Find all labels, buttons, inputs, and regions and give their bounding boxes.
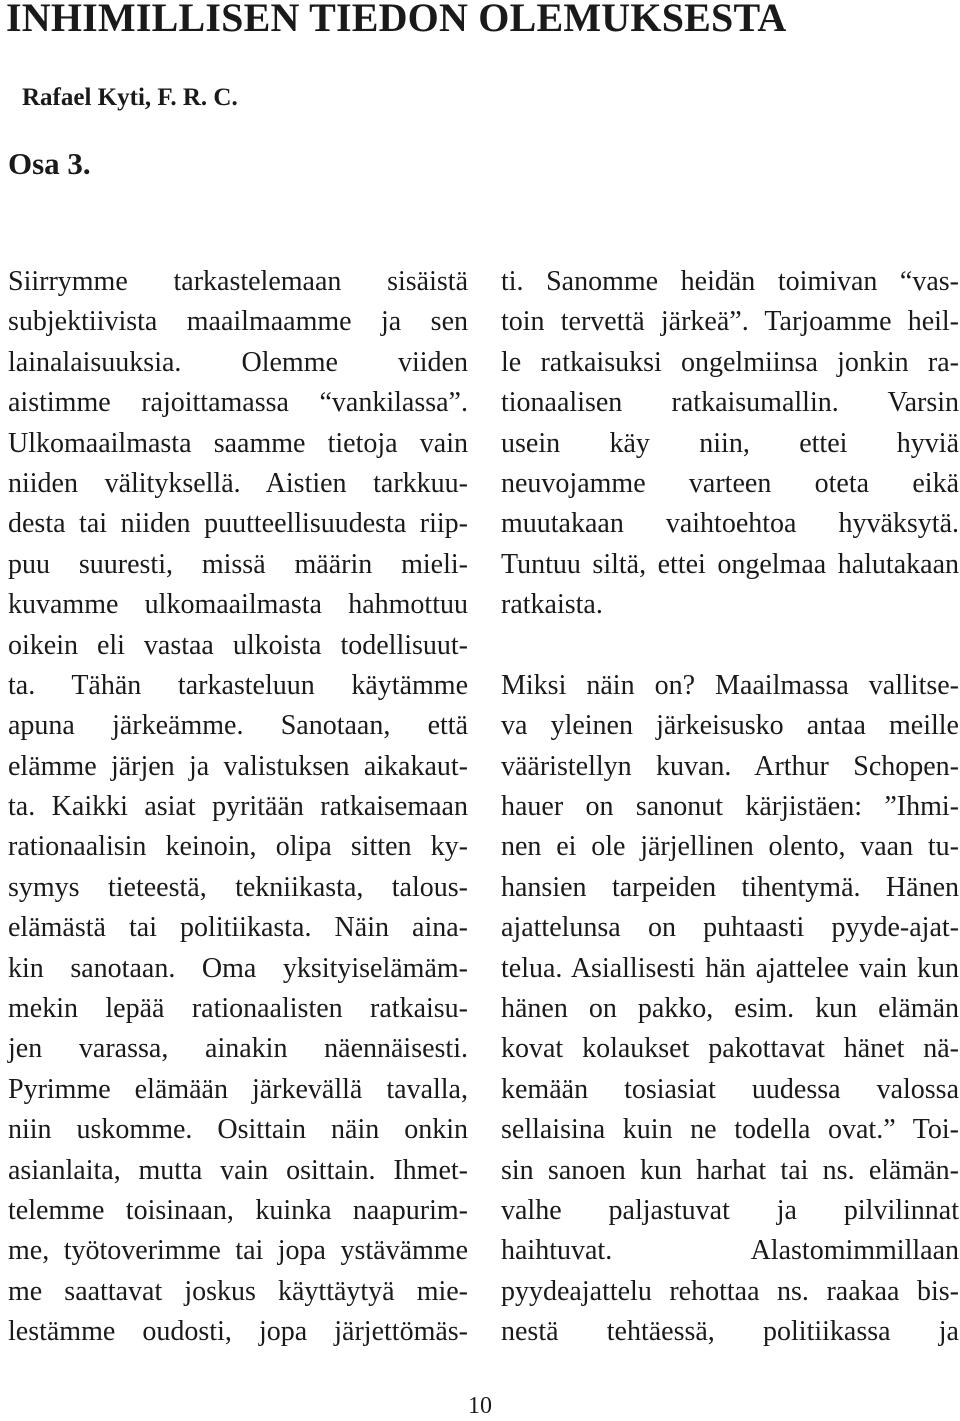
text-line-right: sin sanoen kun harhat tai ns. elämän-	[501, 1154, 959, 1186]
text-line-left: lestämme oudosti, jopa järjettömäs-	[8, 1316, 468, 1348]
text-line-left: mekin lepää rationaalisten ratkaisu-	[8, 993, 468, 1025]
article-title: INHIMILLISEN TIEDON OLEMUKSESTA	[6, 0, 787, 40]
text-line-right: vääristellyn kuvan. Arthur Schopen-	[501, 750, 959, 782]
text-line-right: va yleinen järkeisusko antaa meille	[501, 710, 959, 742]
text-line-left: me saattavat joskus käyttäytyä mie-	[8, 1275, 468, 1307]
text-line-left: Pyrimme elämään järkevällä tavalla,	[8, 1073, 468, 1105]
text-line-left: ta. Kaikki asiat pyritään ratkaisemaan	[8, 791, 468, 823]
text-line-left: symys tieteestä, tekniikasta, talous-	[8, 871, 468, 903]
text-column-right	[501, 262, 959, 1353]
text-column-left	[8, 262, 468, 1353]
text-line-right	[501, 626, 959, 666]
text-line-right: Miksi näin on? Maailmassa vallitse-	[501, 669, 959, 701]
text-line-right: pyydeajattelu rehottaa ns. raakaa bis-	[501, 1275, 959, 1307]
text-line-right: toin tervettä järkeä”. Tarjoamme heil-	[501, 306, 959, 338]
text-line-left: aistimme rajoittamassa “vankilassa”.	[8, 387, 468, 419]
text-line-right: valhe paljastuvat ja pilvilinnat	[501, 1194, 959, 1226]
text-line-right: hansien tarpeiden tihentymä. Hänen	[501, 871, 959, 903]
text-line-left: puu suuresti, missä määrin mieli-	[8, 548, 468, 580]
text-line-right: le ratkaisuksi ongelmiinsa jonkin ra-	[501, 346, 959, 378]
text-line-left: telemme toisinaan, kuinka naapurim-	[8, 1194, 468, 1226]
text-line-right: kovat kolaukset pakottavat hänet nä-	[501, 1033, 959, 1065]
text-line-right: ajattelunsa on puhtaasti pyyde-ajat-	[501, 912, 959, 944]
text-line-right: muutakaan vaihtoehtoa hyväksytä.	[501, 508, 959, 540]
text-line-right: neuvojamme varteen oteta eikä	[501, 467, 959, 499]
text-line-right: haihtuvat. Alastomimmillaan	[501, 1235, 959, 1267]
text-line-left: apuna järkeämme. Sanotaan, että	[8, 710, 468, 742]
text-line-right: hauer on sanonut kärjistäen: ”Ihmi-	[501, 791, 959, 823]
text-line-left: kuvamme ulkomaailmasta hahmottuu	[8, 589, 468, 621]
text-line-left: ta. Tähän tarkasteluun käytämme	[8, 669, 468, 701]
text-line-left: asianlaita, mutta vain osittain. Ihmet-	[8, 1154, 468, 1186]
text-line-right: hänen on pakko, esim. kun elämän	[501, 993, 959, 1025]
text-line-left: Ulkomaailmasta saamme tietoja vain	[8, 427, 468, 459]
part-label: Osa 3.	[8, 146, 91, 181]
text-line-right: kemään tosiasiat uudessa valossa	[501, 1073, 959, 1105]
text-line-left: oikein eli vastaa ulkoista todellisuut-	[8, 629, 468, 661]
text-line-right: telua. Asiallisesti hän ajattelee vain kun	[501, 952, 959, 984]
text-line-left: Siirrymme tarkastelemaan sisäistä	[8, 266, 468, 297]
text-line-left: niiden välityksellä. Aistien tarkkuu-	[8, 467, 468, 499]
text-line-right: ratkaista.	[501, 589, 603, 621]
text-line-right: nen ei ole järjellinen olento, vaan tu-	[501, 831, 959, 863]
text-line-left: kin sanotaan. Oma yksityiselämäm-	[8, 952, 468, 984]
text-line-left: rationaalisin keinoin, olipa sitten ky-	[8, 831, 468, 863]
text-line-right: tionaalisen ratkaisumallin. Varsin	[501, 387, 959, 419]
text-line-left: elämästä tai politiikasta. Näin aina-	[8, 912, 468, 944]
page-number: 10	[468, 1393, 492, 1419]
text-line-left: niin uskomme. Osittain näin onkin	[8, 1114, 468, 1146]
text-line-left: jen varassa, ainakin näennäisesti.	[8, 1033, 468, 1065]
text-line-right: Tuntuu siltä, ettei ongelmaa halutakaan	[501, 548, 959, 580]
author-byline: Rafael Kyti, F. R. C.	[22, 84, 238, 111]
text-line-right: ti. Sanomme heidän toimivan “vas-	[501, 266, 959, 297]
text-line-left: lainalaisuuksia. Olemme viiden	[8, 346, 468, 378]
text-line-left: elämme järjen ja valistuksen aikakaut-	[8, 750, 468, 782]
text-line-left: desta tai niiden puutteellisuudesta riip-	[8, 508, 468, 540]
text-line-right: usein käy niin, ettei hyviä	[501, 427, 959, 459]
text-line-left: subjektiivista maailmaamme ja sen	[8, 306, 468, 338]
text-line-right: nestä tehtäessä, politiikassa ja	[501, 1316, 959, 1348]
text-line-left: me, työtoverimme tai jopa ystävämme	[8, 1235, 468, 1267]
text-line-right: sellaisina kuin ne todella ovat.” Toi-	[501, 1114, 959, 1146]
